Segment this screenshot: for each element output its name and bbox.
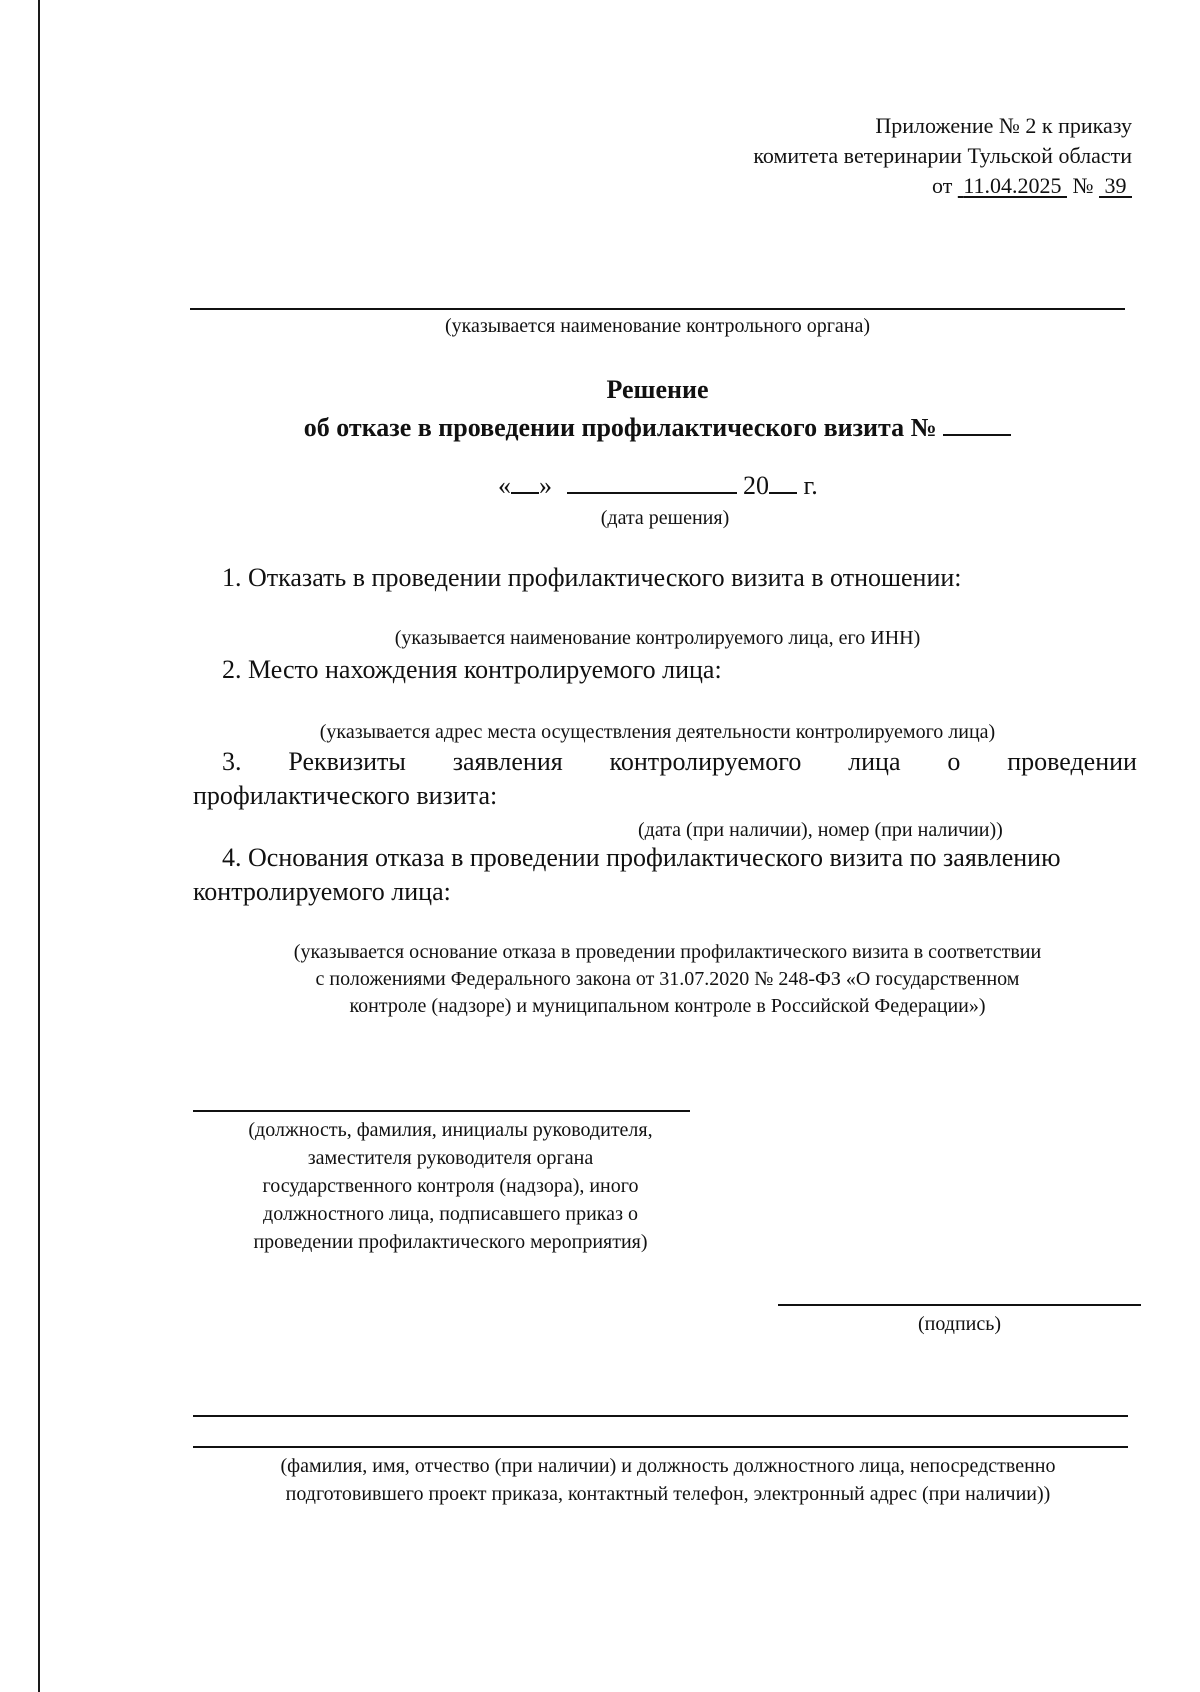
decision-date-line: « » 20 г. — [498, 471, 818, 500]
signatory-caption-line-4: должностного лица, подписавшего приказ о — [263, 1203, 638, 1225]
item-3-line-2: профилактического визита: — [193, 781, 498, 810]
item-4-caption-line-2: с положениями Федерального закона от 31.07.2020 № 248-ФЗ «О государственном — [315, 968, 1020, 990]
item-3-caption: (дата (при наличии), номер (при наличии)) — [638, 819, 1003, 841]
item-2-text: 2. Место нахождения контролируемого лица: — [222, 655, 722, 684]
decision-date-caption: (дата решения) — [600, 507, 730, 529]
item-4-line-2: контролируемого лица: — [193, 877, 451, 906]
item-3-line-1: 3. Реквизиты заявления контролируемого лица о проведении — [222, 747, 1137, 776]
preparer-caption-line-2: подготовившего проект приказа, контактный телефон, электронный адрес (при наличии)) — [285, 1483, 1051, 1505]
header-date-prefix: от — [931, 173, 953, 198]
preparer-field-bottom — [193, 1446, 1128, 1448]
header-number: 39 — [1104, 173, 1127, 198]
organ-caption: (указывается наименование контрольного органа) — [444, 315, 871, 337]
header-number-sign: № — [1072, 173, 1094, 198]
organ-name-field — [190, 308, 1125, 310]
signatory-field — [193, 1110, 690, 1112]
day-field — [511, 470, 539, 494]
doc-title: Решение — [606, 375, 709, 404]
visit-number-field — [943, 412, 1011, 436]
item-2-caption: (указывается адрес места осуществления деятельности контролируемого лица) — [319, 721, 996, 743]
header-date-number-line — [932, 172, 1132, 200]
item-1-caption: (указывается наименование контролируемого лица, его ИНН) — [394, 627, 921, 649]
header-appendix-line: Приложение № 2 к приказу — [875, 113, 1132, 138]
header-date: 11.04.2025 — [963, 173, 1062, 198]
item-1-text: 1. Отказать в проведении профилактического визита в отношении: — [222, 563, 962, 592]
item-4-caption-line-1: (указывается основание отказа в проведении профилактического визита в соответствии — [293, 941, 1042, 963]
month-field — [567, 470, 737, 494]
item-4-line-1: 4. Основания отказа в проведении профилактического визита по заявлению — [222, 843, 1061, 872]
signatory-caption-line-3: государственного контроля (надзора), иного — [262, 1175, 639, 1197]
scan-edge-line — [38, 0, 40, 1692]
header-committee-line: комитета ветеринарии Тульской области — [753, 143, 1132, 168]
signatory-caption-line-1: (должность, фамилия, инициалы руководителя, — [248, 1119, 653, 1141]
preparer-field-top — [193, 1415, 1128, 1417]
doc-subtitle: об отказе в проведении профилактического визита № — [190, 410, 1125, 446]
signatory-caption-line-2: заместителя руководителя органа — [307, 1147, 594, 1169]
year-field — [769, 470, 797, 494]
item-4-caption-line-3: контроле (надзоре) и муниципальном контроле в Российской Федерации») — [349, 995, 986, 1017]
signatory-caption-line-5: проведении профилактического мероприятия) — [253, 1231, 648, 1253]
signature-caption: (подпись) — [917, 1313, 1002, 1335]
signature-field — [778, 1304, 1141, 1306]
preparer-caption-line-1: (фамилия, имя, отчество (при наличии) и должность должностного лица, непосредственно — [280, 1455, 1056, 1477]
